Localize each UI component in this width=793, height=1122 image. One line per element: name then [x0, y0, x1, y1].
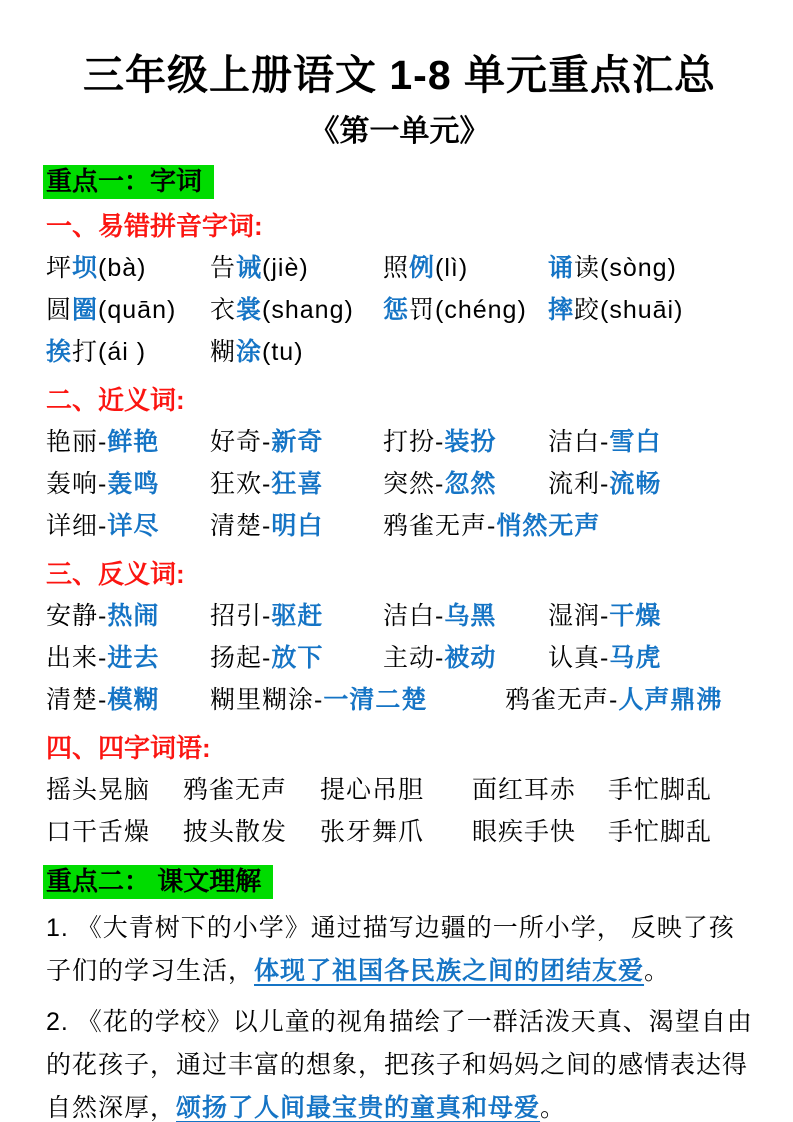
key-point-1-badge: 重点一：字词	[43, 165, 214, 199]
key-point-2-badge: 重点二： 课文理解	[43, 865, 273, 899]
highlighted-word-text: 轰鸣	[107, 470, 160, 498]
word-item	[472, 769, 608, 811]
word-item	[46, 769, 183, 811]
word-text: 1. 《大青树下的小学》通过描写边疆的一所小学， 反映了孩子们的学习生活，	[46, 914, 735, 985]
word-text: 详细-	[46, 512, 108, 540]
word-item	[46, 679, 210, 721]
word-text: 张牙舞爪	[320, 818, 425, 846]
word-item	[46, 637, 210, 679]
highlighted-word-text: 详尽	[107, 512, 160, 540]
word-item	[210, 421, 383, 463]
word-text: 眼疾手快	[472, 818, 577, 846]
section-pinyin-words	[46, 205, 753, 373]
word-item	[548, 289, 683, 331]
section-synonyms-heading: 二、近义词:	[46, 385, 185, 415]
word-text: 。	[644, 957, 671, 985]
word-text: 艳丽-	[46, 428, 108, 456]
word-text: 主动-	[383, 644, 445, 672]
word-item	[505, 679, 722, 721]
word-text: 读(sòng)	[574, 254, 677, 282]
highlighted-word-text: 模糊	[107, 686, 160, 714]
word-text: 突然-	[383, 470, 445, 498]
word-item	[383, 505, 600, 547]
word-item	[383, 289, 548, 331]
word-item	[210, 679, 505, 721]
highlighted-word-text: 流畅	[609, 470, 662, 498]
word-item	[383, 421, 548, 463]
word-item	[383, 463, 548, 505]
highlighted-word-text: 坝	[72, 254, 99, 282]
highlighted-word-text: 颂扬了人间最宝贵的童真和母爱	[176, 1094, 541, 1122]
word-text: (lì)	[435, 254, 469, 282]
word-item	[383, 595, 548, 637]
passage-summary-2	[46, 1001, 753, 1122]
word-item	[46, 421, 210, 463]
word-text: 圆	[46, 296, 73, 324]
highlighted-word-text: 装扮	[444, 428, 497, 456]
word-item	[608, 811, 712, 853]
word-row	[46, 679, 753, 721]
word-item	[46, 811, 183, 853]
word-text: 狂欢-	[210, 470, 272, 498]
highlighted-word-text: 悄然无声	[496, 512, 601, 540]
word-row	[46, 637, 753, 679]
word-text: 洁白-	[548, 428, 610, 456]
word-item	[472, 811, 608, 853]
highlighted-word-text: 驱赶	[271, 602, 324, 630]
highlighted-word-text: 乌黑	[444, 602, 497, 630]
word-text: 好奇-	[210, 428, 272, 456]
word-text: 口干舌燥	[46, 818, 151, 846]
word-item	[210, 463, 383, 505]
highlighted-word-text: 新奇	[271, 428, 324, 456]
word-text: 披头散发	[183, 818, 288, 846]
section-idioms-heading: 四、四字词语:	[46, 733, 211, 763]
highlighted-word-text: 鲜艳	[107, 428, 160, 456]
word-text: (bà)	[98, 254, 147, 282]
highlighted-word-text: 诵	[548, 254, 575, 282]
idiom-word-rows	[46, 769, 753, 853]
highlighted-word-text: 摔	[548, 296, 575, 324]
highlighted-word-text: 裳	[236, 296, 263, 324]
highlighted-word-text: 例	[409, 254, 436, 282]
word-text: (quān)	[98, 296, 177, 324]
word-text: 鸦雀无声	[183, 776, 288, 804]
word-text: (shang)	[262, 296, 354, 324]
word-row	[46, 595, 753, 637]
word-text: 认真-	[548, 644, 610, 672]
word-item	[210, 505, 383, 547]
word-text: 湿润-	[548, 602, 610, 630]
section-antonyms	[46, 553, 753, 721]
word-text: 出来-	[46, 644, 108, 672]
highlighted-word-text: 被动	[444, 644, 497, 672]
word-row	[46, 505, 753, 547]
word-text: 照	[383, 254, 410, 282]
word-text: 打(ái )	[72, 338, 147, 366]
word-text: 提心吊胆	[320, 776, 425, 804]
highlighted-word-text: 诫	[236, 254, 263, 282]
word-item	[320, 811, 472, 853]
word-text: 罚(chéng)	[409, 296, 527, 324]
highlighted-word-text: 忽然	[444, 470, 497, 498]
word-text: 手忙脚乱	[608, 776, 713, 804]
word-text: 扬起-	[210, 644, 272, 672]
word-text: 糊	[210, 338, 237, 366]
word-item	[383, 247, 548, 289]
highlighted-word-text: 挨	[46, 338, 73, 366]
word-text: 安静-	[46, 602, 108, 630]
word-row	[46, 769, 753, 811]
word-item	[548, 463, 661, 505]
word-item	[210, 595, 383, 637]
word-item	[210, 247, 383, 289]
section-antonyms-heading: 三、反义词:	[46, 559, 185, 589]
highlighted-word-text: 放下	[271, 644, 324, 672]
word-text: 清楚-	[210, 512, 272, 540]
word-item	[548, 247, 677, 289]
highlighted-word-text: 人声鼎沸	[618, 686, 723, 714]
word-text: 。	[540, 1094, 567, 1122]
word-row	[46, 247, 753, 289]
word-text: 跤(shuāi)	[574, 296, 684, 324]
word-item	[46, 463, 210, 505]
word-item	[608, 769, 712, 811]
word-item	[46, 505, 210, 547]
word-item	[383, 637, 548, 679]
word-text: 打扮-	[383, 428, 445, 456]
page-title: 三年级上册语文 1-8 单元重点汇总	[82, 52, 717, 98]
word-item	[210, 289, 383, 331]
highlighted-word-text: 一清二楚	[323, 686, 428, 714]
word-text: 手忙脚乱	[608, 818, 713, 846]
highlighted-word-text: 马虎	[609, 644, 662, 672]
word-text: 流利-	[548, 470, 610, 498]
passage-summary-1	[46, 907, 753, 993]
highlighted-word-text: 狂喜	[271, 470, 324, 498]
word-row	[46, 811, 753, 853]
word-item	[548, 595, 661, 637]
word-text: 衣	[210, 296, 237, 324]
word-item	[46, 595, 210, 637]
word-text: 鸦雀无声-	[383, 512, 497, 540]
antonym-word-rows	[46, 595, 753, 721]
highlighted-word-text: 圈	[72, 296, 99, 324]
section-pinyin-heading: 一、易错拼音字词:	[46, 211, 263, 241]
section-synonyms	[46, 379, 753, 547]
word-text: 摇头晃脑	[46, 776, 151, 804]
word-item	[46, 289, 210, 331]
highlighted-word-text: 进去	[107, 644, 160, 672]
word-text: 坪	[46, 254, 73, 282]
highlighted-word-text: 干燥	[609, 602, 662, 630]
word-text: (jiè)	[262, 254, 309, 282]
word-item	[210, 331, 383, 373]
word-text: 面红耳赤	[472, 776, 577, 804]
highlighted-word-text: 热闹	[107, 602, 160, 630]
word-text: 鸦雀无声-	[505, 686, 619, 714]
pinyin-word-rows	[46, 247, 753, 373]
highlighted-word-text: 体现了祖国各民族之间的团结友爱	[254, 957, 645, 985]
word-row	[46, 331, 753, 373]
word-item	[548, 637, 661, 679]
word-item	[210, 637, 383, 679]
word-text: 招引-	[210, 602, 272, 630]
word-text: 糊里糊涂-	[210, 686, 324, 714]
word-item	[46, 331, 210, 373]
word-row	[46, 463, 753, 505]
synonym-word-rows	[46, 421, 753, 547]
highlighted-word-text: 涂	[236, 338, 263, 366]
word-item	[548, 421, 661, 463]
section-idioms	[46, 727, 753, 853]
highlighted-word-text: 惩	[383, 296, 410, 324]
word-row	[46, 289, 753, 331]
section-text-comprehension	[46, 907, 753, 1122]
word-text: (tu)	[262, 338, 304, 366]
word-text: 洁白-	[383, 602, 445, 630]
highlighted-word-text: 明白	[271, 512, 324, 540]
word-item	[183, 811, 320, 853]
unit-subtitle: 《第一单元》	[309, 115, 490, 148]
word-row	[46, 421, 753, 463]
word-text: 轰响-	[46, 470, 108, 498]
word-text: 2. 《花的学校》以儿童的视角描绘了一群活泼天真、渴望自由的花孩子，通过丰富的想象，把孩子和妈妈之间的感情表达得自然深厚，	[46, 1008, 753, 1122]
word-item	[320, 769, 472, 811]
word-item	[46, 247, 210, 289]
highlighted-word-text: 雪白	[609, 428, 662, 456]
word-text: 清楚-	[46, 686, 108, 714]
word-item	[183, 769, 320, 811]
word-text: 告	[210, 254, 237, 282]
